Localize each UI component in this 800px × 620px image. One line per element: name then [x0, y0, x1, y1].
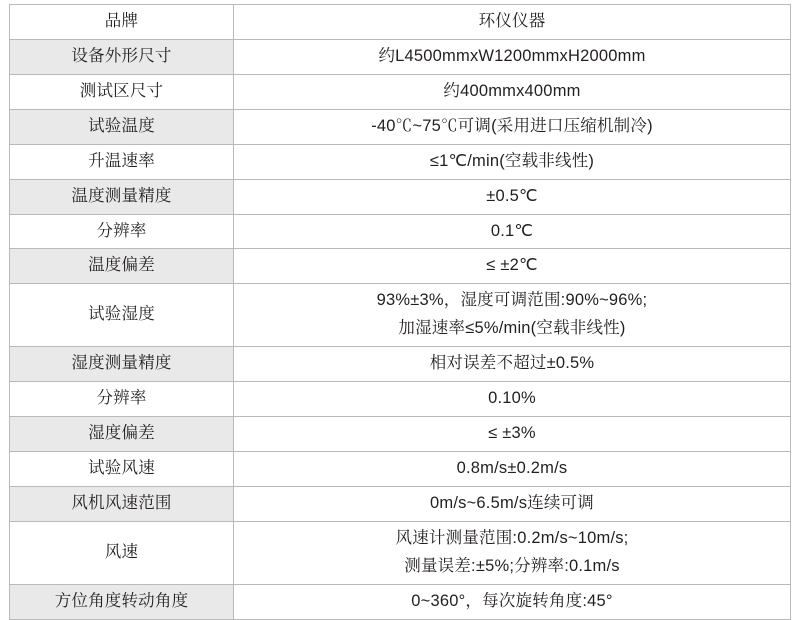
spec-label-cell: 温度偏差 — [10, 249, 234, 284]
spec-label-cell: 试验风速 — [10, 451, 234, 486]
spec-value-line: 约L4500mmxW1200mmxH2000mm — [378, 46, 646, 65]
spec-label-cell: 试验湿度 — [10, 284, 234, 347]
table-row — [10, 214, 791, 249]
specification-table-body — [10, 5, 791, 620]
spec-value-line: ≤1℃/min(空载非线性) — [429, 151, 595, 170]
spec-value-cell — [234, 179, 791, 214]
spec-value-cell — [234, 249, 791, 284]
table-row — [10, 249, 791, 284]
spec-value-cell — [234, 486, 791, 521]
spec-value-cell — [234, 284, 791, 347]
spec-value-cell — [234, 417, 791, 452]
spec-value-line: 0.1℃ — [490, 221, 534, 240]
spec-value-cell — [234, 382, 791, 417]
spec-value-line: 约400mmx400mm — [443, 81, 581, 100]
table-row — [10, 109, 791, 144]
spec-label-cell: 温度测量精度 — [10, 179, 234, 214]
spec-value-line: -40℃~75℃可调(采用进口压缩机制冷) — [371, 116, 653, 135]
table-row — [10, 451, 791, 486]
spec-value-cell — [234, 451, 791, 486]
table-row — [10, 284, 791, 347]
spec-label-cell: 风速 — [10, 521, 234, 584]
spec-value-line: 93%±3%，湿度可调范围:90%~96%; — [376, 291, 648, 310]
spec-value-line: 环仪仪器 — [478, 12, 546, 30]
table-row — [10, 521, 791, 584]
spec-label-cell: 测试区尺寸 — [10, 74, 234, 109]
spec-value-line: 0~360°，每次旋转角度:45° — [411, 591, 613, 610]
spec-value-cell — [234, 521, 791, 584]
spec-label-cell: 湿度偏差 — [10, 417, 234, 452]
spec-value-cell — [234, 39, 791, 74]
spec-value-cell — [234, 584, 791, 619]
spec-label-cell: 试验温度 — [10, 109, 234, 144]
spec-value-line: 测量误差:±5%;分辨率:0.1m/s — [404, 556, 620, 575]
spec-label-cell: 品牌 — [10, 5, 234, 40]
spec-label-cell: 分辨率 — [10, 214, 234, 249]
spec-value-line: ±0.5℃ — [486, 186, 538, 205]
spec-value-line: 加湿速率≤5%/min(空载非线性) — [398, 319, 626, 338]
spec-value-line: 风速计测量范围:0.2m/s~10m/s; — [395, 528, 629, 547]
table-row — [10, 347, 791, 382]
table-row — [10, 39, 791, 74]
spec-label-cell: 风机风速范围 — [10, 486, 234, 521]
spec-value-cell — [234, 109, 791, 144]
spec-value-line: 0.8m/s±0.2m/s — [456, 458, 568, 477]
spec-label-cell: 分辨率 — [10, 382, 234, 417]
specification-table — [9, 4, 791, 620]
table-row — [10, 486, 791, 521]
spec-label-cell: 方位角度转动角度 — [10, 584, 234, 619]
table-row — [10, 5, 791, 40]
spec-label-cell: 升温速率 — [10, 144, 234, 179]
spec-value-cell — [234, 347, 791, 382]
spec-value-cell — [234, 5, 791, 40]
spec-value-line: 相对误差不超过±0.5% — [429, 354, 595, 373]
spec-value-cell — [234, 74, 791, 109]
spec-label-cell: 湿度测量精度 — [10, 347, 234, 382]
spec-value-cell — [234, 144, 791, 179]
spec-value-line: 0m/s~6.5m/s连续可调 — [430, 493, 594, 512]
table-row — [10, 584, 791, 619]
spec-value-cell — [234, 214, 791, 249]
spec-value-line: 0.10% — [488, 389, 536, 408]
table-row — [10, 144, 791, 179]
table-row — [10, 74, 791, 109]
spec-label-cell: 设备外形尺寸 — [10, 39, 234, 74]
spec-value-line: ≤ ±3% — [488, 424, 536, 443]
table-row — [10, 382, 791, 417]
spec-value-line: ≤ ±2℃ — [486, 256, 538, 275]
table-row — [10, 179, 791, 214]
table-row — [10, 417, 791, 452]
